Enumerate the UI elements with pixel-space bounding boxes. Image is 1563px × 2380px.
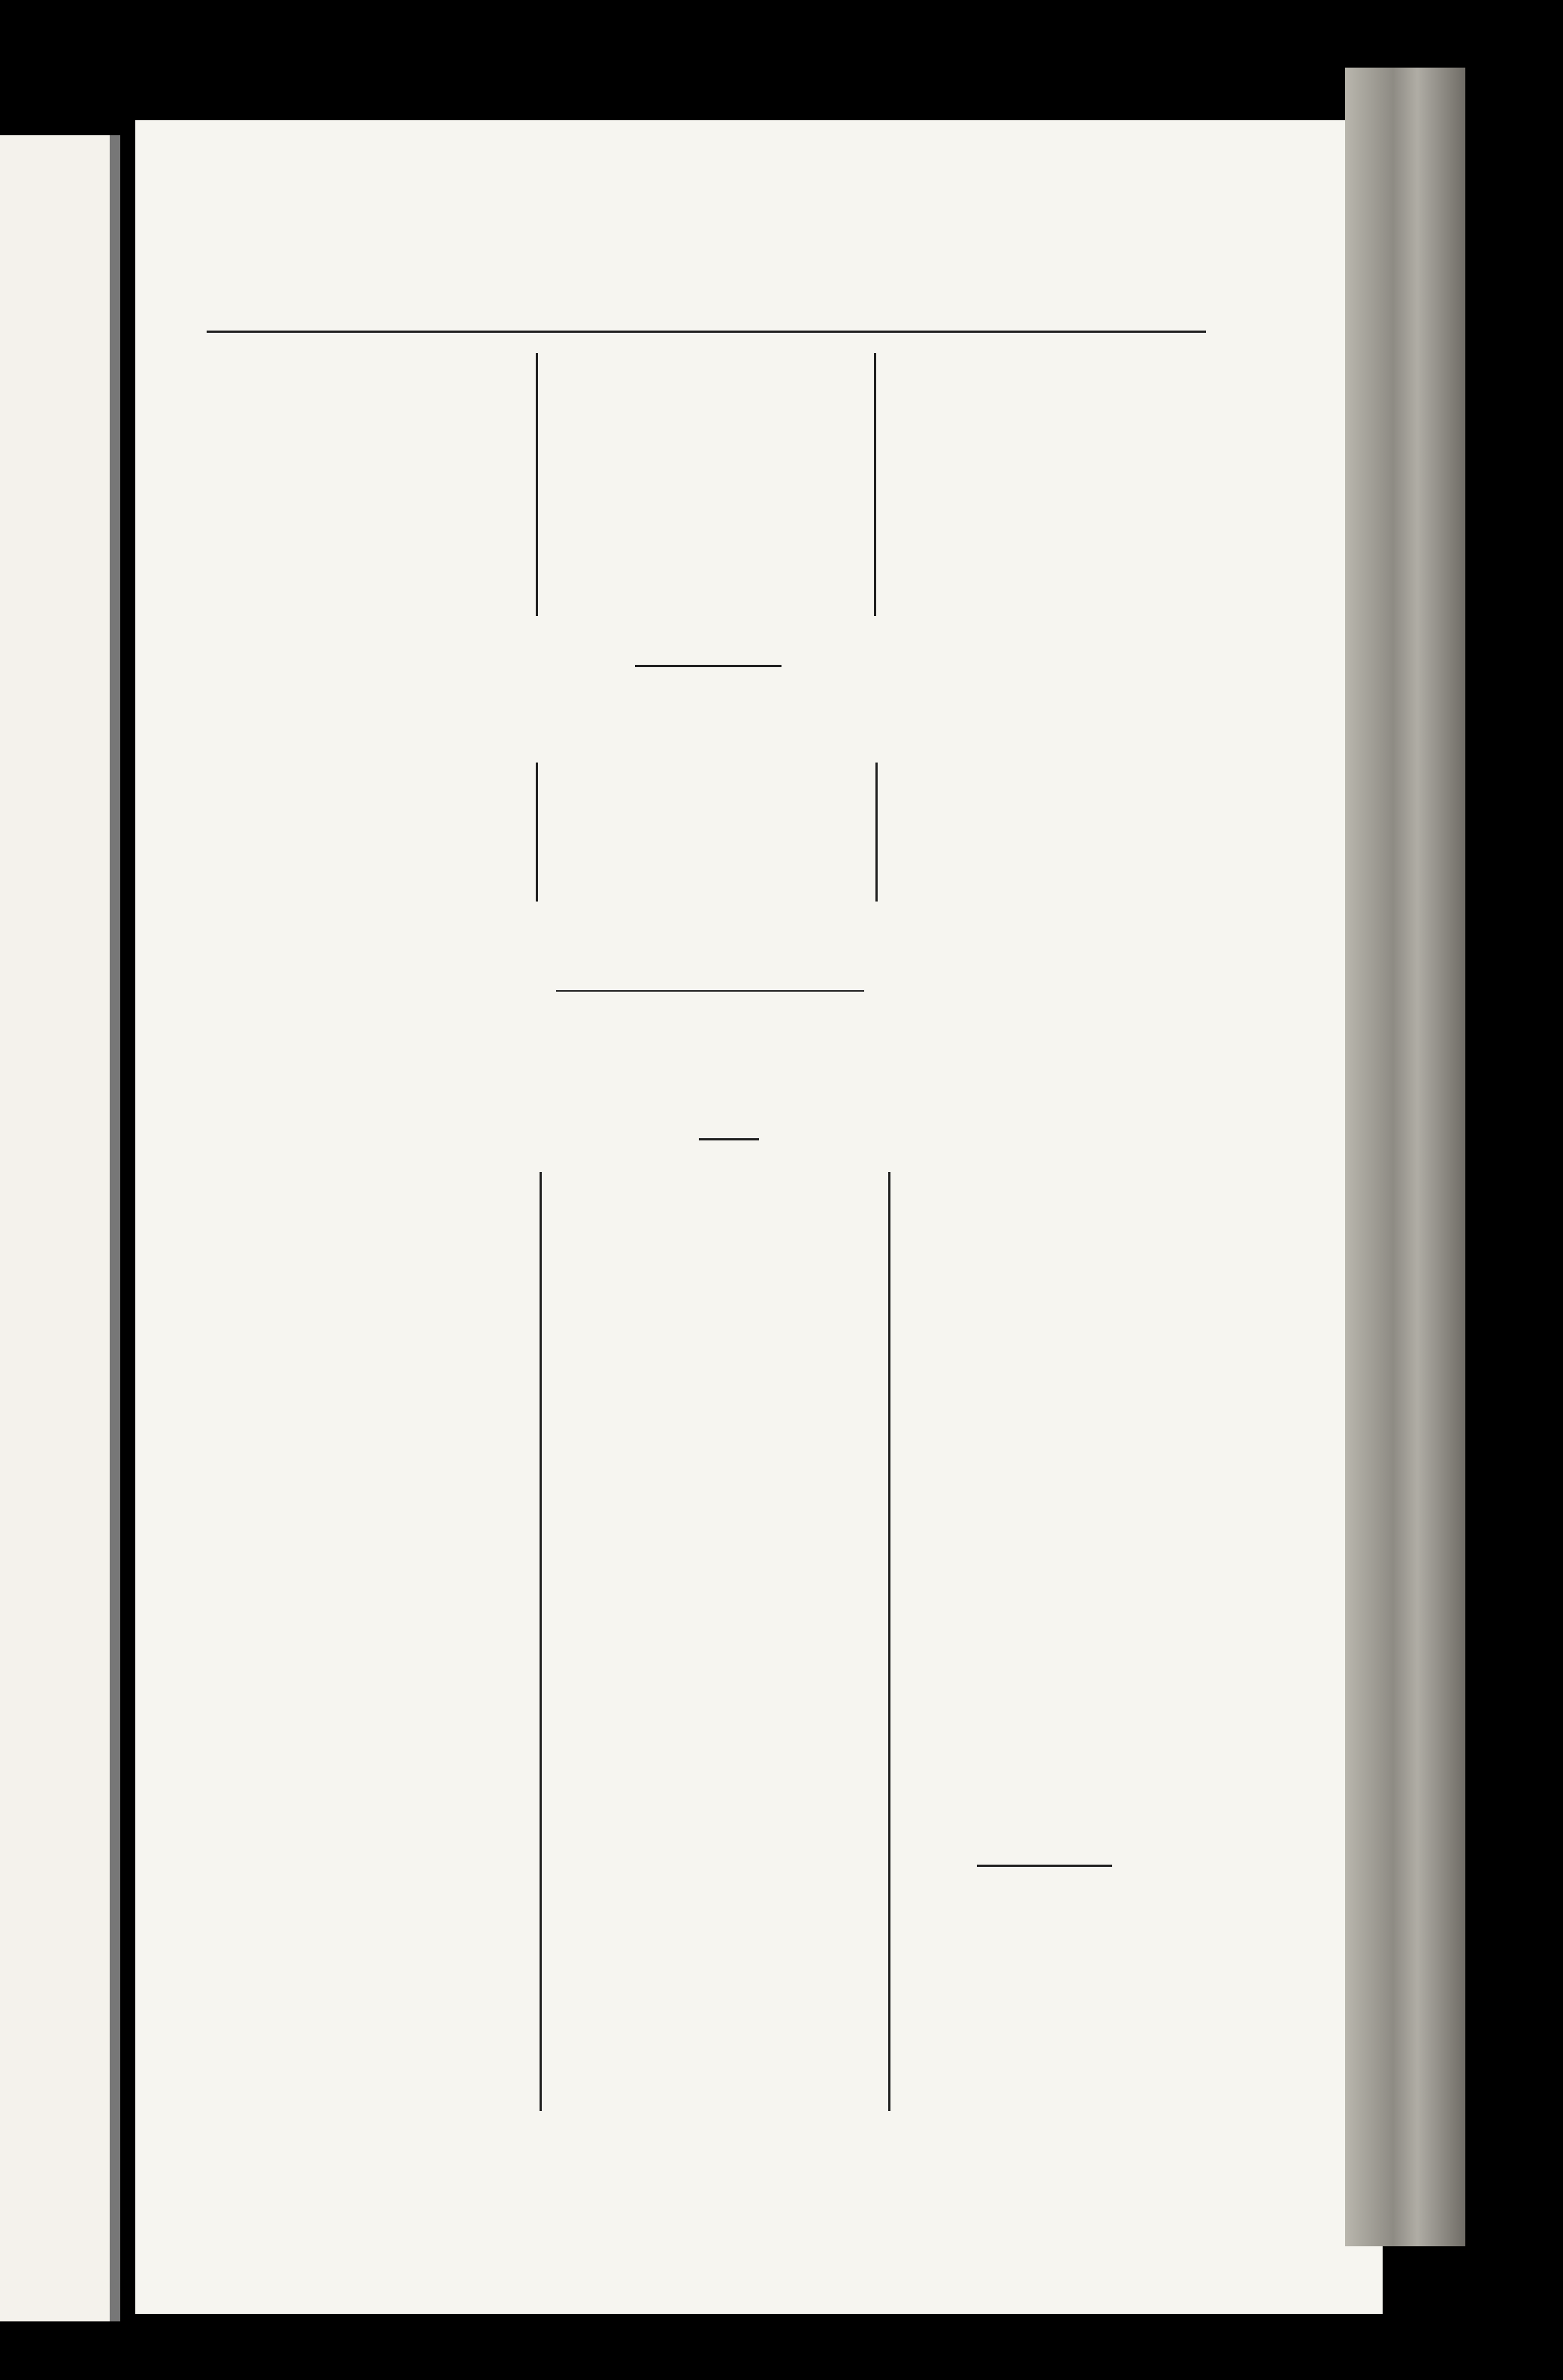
- book-edge: [1345, 68, 1465, 2246]
- left-page-fragment: [0, 135, 120, 2321]
- page-gutter: [110, 135, 120, 2321]
- column-divider: [875, 763, 878, 902]
- column-divider: [540, 1172, 542, 2111]
- header-rule: [207, 331, 1206, 333]
- section-rule: [556, 990, 864, 992]
- column-divider: [888, 1172, 890, 2111]
- section-rule: [699, 1138, 759, 1140]
- section-rule: [635, 665, 782, 667]
- right-page: [135, 120, 1383, 2314]
- section-rule: [977, 1865, 1112, 1867]
- column-divider: [536, 763, 538, 902]
- column-divider: [874, 353, 876, 616]
- column-divider: [536, 353, 538, 616]
